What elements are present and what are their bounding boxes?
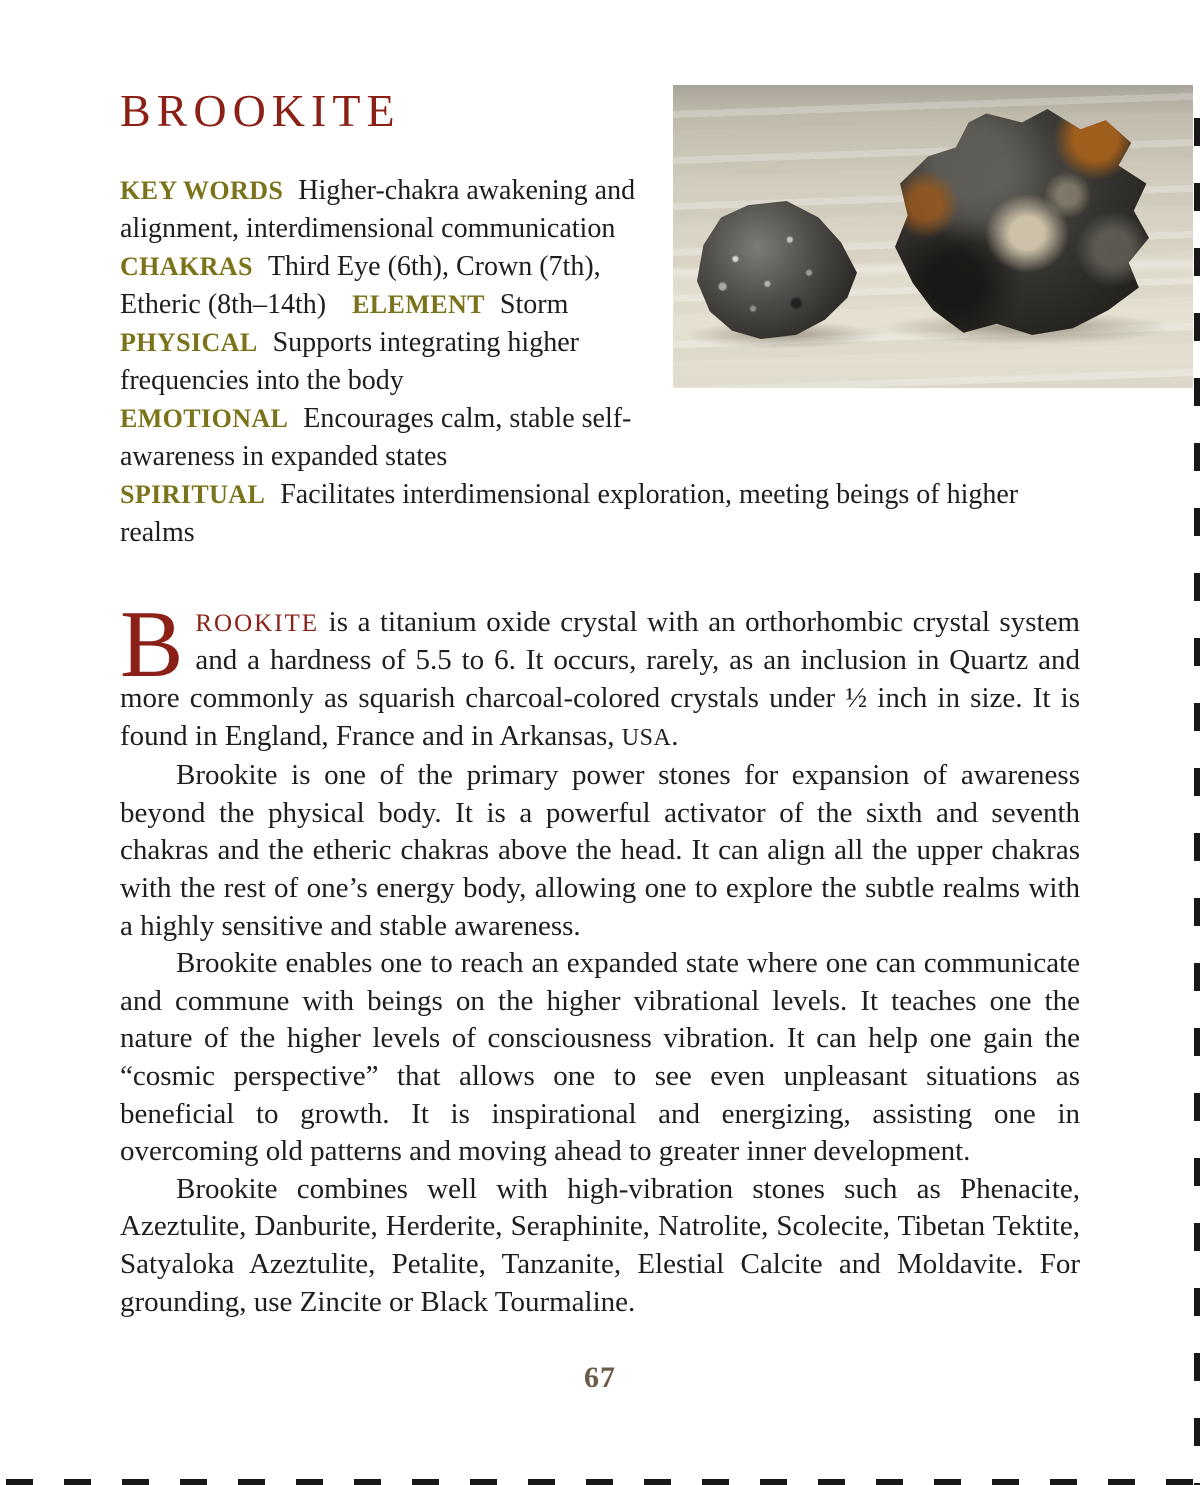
lead-word: ROOKITE (195, 609, 320, 637)
property-text: Higher-chakra awakening and (298, 174, 636, 206)
page-edge-marks-bottom (6, 1479, 1194, 1485)
property-text: Supports integrating higher frequencies into the body (120, 326, 579, 396)
body-paragraphs (120, 757, 1080, 1321)
property-label: PHYSICAL (120, 327, 258, 357)
body-paragraph: Brookite enables one to reach an expanded state where one can communicate and commune with beings on the higher vibrational levels. It teaches one the nature of the higher levels of consciousness vibration. It can help one gain the “cosmic perspective” that allows one to see even unpleasant situations as beneficial to growth. It is inspirational and energizing, assisting one in overcoming old patterns and moving ahead to greater inner development. (120, 947, 1080, 1168)
paragraph-text-end: . (671, 719, 679, 752)
property-text: Third Eye (6th), Crown (7th), (267, 250, 601, 282)
property-text: Facilitates interdimensional exploration, meeting beings of higher realms (120, 478, 1019, 548)
property-label: SPIRITUAL (120, 479, 266, 509)
body-paragraph: Brookite is one of the primary power stones for expansion of awareness beyond the physical body. It is a powerful activator of the sixth and seventh chakras and the etheric chakras above the head. It can align all the upper chakras with the rest of one’s energy body, allowing one to explore the subtle realms with a highly sensitive and stable awareness. (120, 759, 1080, 942)
page-number: 67 (584, 1361, 616, 1395)
property-text: alignment, interdimensional communication (120, 212, 616, 244)
body-paragraph-first (120, 590, 1080, 757)
body-paragraph: Brookite combines well with high-vibration stones such as Phenacite, Azeztulite, Danburite, Herderite, Seraphinite, Natrolite, Scolecite, Tibetan Tektite, Satyaloka Azeztulite, Petalite, Tanzanite, Elestial Calcite and Moldavite. For grounding, use Zincite or Black Tourmaline. (120, 1172, 1080, 1318)
property-text: Etheric (8th–14th) (120, 288, 327, 320)
book-page (0, 85, 1200, 1395)
property-label: ELEMENT (352, 289, 485, 319)
property-label: EMOTIONAL (120, 403, 289, 433)
property-text: Storm (499, 288, 569, 320)
page-title: BROOKITE (120, 85, 401, 136)
dropcap: B (120, 590, 184, 697)
paragraph-text: is a titanium oxide crystal with an orthorhombic crystal system and a hardness of 5.5 to 6. It occurs, rarely, as an inclusion in Quartz and more commonly as squarish charcoal-colored crystals under ½ inch in size. It is found in England, France and in Arkansas, (120, 605, 1080, 752)
property-label: KEY WORDS (120, 175, 284, 205)
property-text: Encourages calm, stable self-awareness in expanded states (120, 402, 632, 472)
usa-smallcaps: USA (621, 724, 672, 751)
property-label: CHAKRAS (120, 251, 253, 281)
mineral-photo (673, 85, 1193, 388)
body-text (120, 590, 1080, 1321)
page-edge-marks-right (1194, 118, 1200, 1485)
